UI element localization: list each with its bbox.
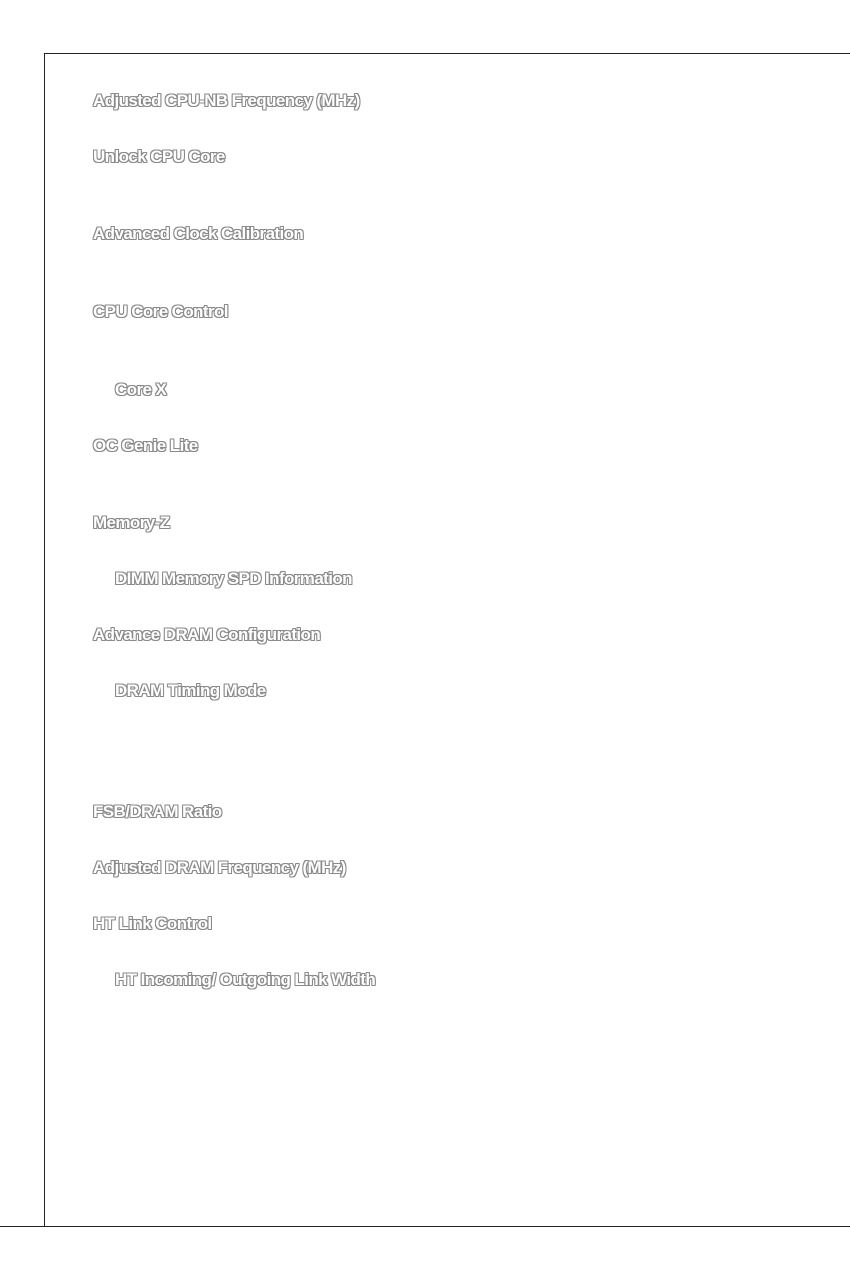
item-oc-genie-lite: OC Genie Lite (93, 436, 198, 455)
page-frame-bottom-rule (0, 1226, 850, 1227)
item-dimm-memory-spd-information: DIMM Memory SPD Information (115, 569, 352, 588)
item-advanced-clock-calibration: Advanced Clock Calibration (93, 224, 304, 243)
page-frame-left-rule (44, 53, 45, 1226)
item-ht-incoming-outgoing-link-width: HT Incoming/ Outgoing Link Width (115, 970, 376, 989)
page-frame-top-rule (44, 53, 850, 54)
item-cpu-core-control: CPU Core Control (93, 302, 228, 321)
item-advance-dram-configuration: Advance DRAM Configuration (93, 625, 321, 644)
item-unlock-cpu-core: Unlock CPU Core (93, 147, 225, 166)
item-dram-timing-mode: DRAM Timing Mode (115, 681, 266, 700)
item-core-x: Core X (115, 380, 167, 399)
item-ht-link-control: HT Link Control (93, 914, 212, 933)
item-adjusted-cpu-nb-frequency: Adjusted CPU-NB Frequency (MHz) (93, 91, 360, 110)
item-adjusted-dram-frequency: Adjusted DRAM Frequency (MHz) (93, 858, 346, 877)
item-fsb-dram-ratio: FSB/DRAM Ratio (93, 802, 222, 821)
item-memory-z: Memory-Z (93, 513, 170, 532)
